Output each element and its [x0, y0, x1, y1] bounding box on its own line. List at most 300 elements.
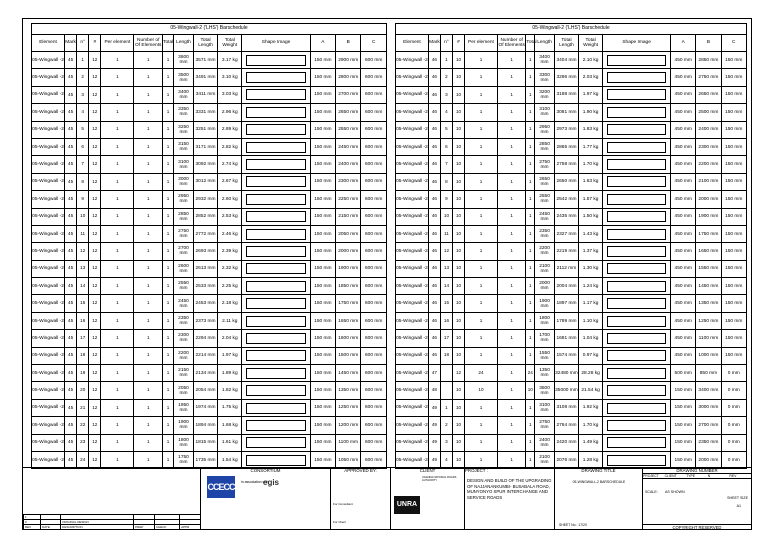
element-cell: 05-Wingwall -2	[396, 138, 429, 155]
total-weight-cell: 1.90 kg	[579, 104, 603, 121]
total-weight-cell: 2.04 kg	[218, 330, 242, 347]
total-length-cell: 2214 mm	[193, 347, 217, 364]
number-cell: 1	[440, 52, 452, 69]
per-element-cell: 1	[101, 208, 134, 225]
total-cell: 1	[163, 417, 174, 434]
total-length-cell: 2112 mm	[554, 260, 578, 277]
dia-cell: 12	[89, 52, 101, 69]
length-cell: 1900 mm	[174, 417, 194, 434]
shape-image-box	[246, 263, 305, 274]
number-cell: 3	[440, 434, 452, 451]
total-weight-cell: 2.32 kg	[218, 260, 242, 277]
of-elements-cell: 1	[134, 365, 163, 382]
dia-cell: 10	[452, 451, 464, 468]
length-cell: 2150 mm	[174, 365, 194, 382]
total-weight-cell: 1.97 kg	[218, 347, 242, 364]
element-cell: 05-Wingwall -2	[396, 173, 429, 190]
shape-cell	[242, 156, 310, 173]
number-cell: 23	[77, 434, 89, 451]
mark-cell: 45	[65, 243, 77, 260]
per-element-cell: 1	[465, 295, 498, 312]
number-cell: 3	[77, 86, 89, 103]
col-total-weight: Total Weight	[218, 35, 242, 52]
b-cell: 3400 mm	[696, 382, 721, 399]
drawing-number-label: DRAWING NUMBER	[643, 468, 751, 474]
shape-image-box	[246, 176, 305, 187]
mark-cell: 46	[428, 208, 440, 225]
table-row	[32, 260, 387, 277]
a-cell: 150 mm	[310, 417, 335, 434]
a-cell: 450 mm	[671, 312, 696, 329]
revision-block	[23, 468, 201, 530]
shape-cell	[603, 382, 671, 399]
shape-cell	[242, 243, 310, 260]
shape-cell	[603, 347, 671, 364]
total-weight-cell: 2.53 kg	[218, 208, 242, 225]
mark-cell: 49	[428, 434, 440, 451]
b-cell: 850 mm	[696, 365, 721, 382]
approved-consultant: For Consultant	[333, 502, 353, 506]
per-element-cell: 1	[101, 347, 134, 364]
total-cell: 1	[526, 260, 535, 277]
a-cell: 150 mm	[310, 121, 335, 138]
mark-cell: 45	[65, 278, 77, 295]
of-elements-cell: 1	[497, 52, 526, 69]
of-elements-cell: 1	[497, 156, 526, 173]
c-cell: 600 mm	[361, 382, 387, 399]
length-cell: 2200 mm	[174, 347, 194, 364]
a-cell: 150 mm	[671, 382, 696, 399]
number-cell: 16	[440, 312, 452, 329]
c-cell: 150 mm	[721, 138, 746, 155]
shape-cell	[242, 86, 310, 103]
total-cell: 1	[526, 347, 535, 364]
number-cell: 5	[77, 121, 89, 138]
dia-cell: 12	[89, 312, 101, 329]
c-cell: 600 mm	[361, 260, 387, 277]
element-cell: 05-Wingwall -2	[396, 382, 429, 399]
total-cell: 1	[526, 121, 535, 138]
mark-cell: 46	[428, 69, 440, 86]
shape-image-box	[607, 211, 666, 222]
b-cell: 2250 mm	[336, 191, 361, 208]
shape-image-box	[246, 298, 305, 309]
col-element: Element	[32, 35, 65, 52]
b-cell: 1900 mm	[696, 208, 721, 225]
length-cell: 1700 mm	[535, 330, 555, 347]
drawing-number-block	[643, 468, 751, 530]
element-cell: 05-Wingwall -2	[396, 260, 429, 277]
length-cell: 2350 mm	[174, 312, 194, 329]
number-cell: 6	[440, 138, 452, 155]
total-weight-cell: 2.39 kg	[218, 243, 242, 260]
length-cell: 3200 mm	[535, 86, 555, 103]
element-cell: 05-Wingwall -2	[32, 278, 65, 295]
length-cell: 2650 mm	[535, 173, 555, 190]
element-cell: 05-Wingwall -2	[396, 399, 429, 416]
per-element-cell: 1	[465, 451, 498, 468]
mark-cell: 49	[428, 451, 440, 468]
drawing-title: 05-WINGWALL-2 BARSCHEDULE	[572, 480, 626, 484]
per-element-cell: 1	[101, 121, 134, 138]
dia-cell: 10	[452, 104, 464, 121]
a-cell: 150 mm	[310, 365, 335, 382]
col-a: A	[671, 35, 696, 52]
shape-image-box	[607, 124, 666, 135]
length-cell: 2550 mm	[174, 278, 194, 295]
per-element-cell: 1	[101, 312, 134, 329]
element-cell: 05-Wingwall -2	[32, 434, 65, 451]
shape-cell	[242, 260, 310, 277]
a-cell: 450 mm	[671, 173, 696, 190]
col-hash: #	[452, 35, 464, 52]
number-cell: 12	[440, 243, 452, 260]
total-weight-cell: 1.54 kg	[218, 451, 242, 468]
total-weight-cell: 1.24 kg	[579, 278, 603, 295]
shape-cell	[242, 399, 310, 416]
shape-cell	[242, 69, 310, 86]
c-cell: 600 mm	[361, 295, 387, 312]
number-cell: 2	[440, 417, 452, 434]
b-cell: 2700 mm	[696, 417, 721, 434]
b-cell: 2300 mm	[336, 173, 361, 190]
of-elements-cell: 1	[134, 104, 163, 121]
total-cell: 1	[163, 382, 174, 399]
per-element-cell: 1	[465, 156, 498, 173]
a-cell: 500 mm	[671, 365, 696, 382]
c-cell: 600 mm	[361, 121, 387, 138]
total-length-cell: 1894 mm	[193, 417, 217, 434]
col-hash: #	[89, 35, 101, 52]
table-row	[32, 208, 387, 225]
shape-image-box	[246, 55, 305, 66]
total-length-cell: 3331 mm	[193, 104, 217, 121]
col-per-element: Per element	[101, 35, 134, 52]
b-cell: 2150 mm	[336, 208, 361, 225]
total-weight-cell: 1.75 kg	[218, 399, 242, 416]
total-cell: 1	[526, 312, 535, 329]
element-cell: 05-Wingwall -2	[396, 278, 429, 295]
shape-image-box	[246, 246, 305, 257]
c-cell: 600 mm	[361, 208, 387, 225]
title-block	[23, 467, 751, 530]
total-cell: 1	[163, 278, 174, 295]
total-length-cell: 2453 mm	[193, 295, 217, 312]
length-cell: 2750 mm	[174, 225, 194, 242]
total-length-cell: 2054 mm	[193, 382, 217, 399]
number-cell: 18	[77, 347, 89, 364]
of-elements-cell: 1	[134, 191, 163, 208]
mark-cell: 46	[428, 121, 440, 138]
per-element-cell: 1	[465, 121, 498, 138]
shape-cell	[603, 417, 671, 434]
length-cell: 3500 mm	[174, 69, 194, 86]
table-row	[32, 191, 387, 208]
dia-cell: 12	[89, 243, 101, 260]
association-text: in association with	[241, 480, 269, 484]
total-cell: 1	[163, 156, 174, 173]
shape-cell	[242, 173, 310, 190]
a-cell: 150 mm	[310, 278, 335, 295]
total-cell: 1	[163, 86, 174, 103]
dia-cell: 12	[89, 173, 101, 190]
per-element-cell: 1	[101, 330, 134, 347]
a-cell: 450 mm	[671, 295, 696, 312]
b-cell: 1100 mm	[696, 330, 721, 347]
b-cell: 1250 mm	[696, 312, 721, 329]
col-dia: n°	[440, 35, 452, 52]
b-cell: 1350 mm	[336, 382, 361, 399]
approved-client: For Client	[333, 520, 347, 524]
element-cell: 05-Wingwall -2	[396, 295, 429, 312]
mark-cell: 46	[428, 156, 440, 173]
shape-cell	[603, 191, 671, 208]
length-cell: 3000 mm	[174, 173, 194, 190]
c-cell: 600 mm	[361, 365, 387, 382]
table-row	[396, 278, 747, 295]
mark-cell: 45	[65, 191, 77, 208]
a-cell: 450 mm	[671, 191, 696, 208]
a-cell: 450 mm	[671, 69, 696, 86]
b-cell: 2850 mm	[696, 52, 721, 69]
of-elements-cell: 1	[497, 295, 526, 312]
a-cell: 450 mm	[671, 330, 696, 347]
of-elements-cell: 1	[134, 434, 163, 451]
total-length-cell: 1681 mm	[554, 330, 578, 347]
total-weight-cell: 1.83 kg	[579, 121, 603, 138]
c-cell: 150 mm	[721, 330, 746, 347]
shape-cell	[242, 312, 310, 329]
c-cell: 600 mm	[361, 347, 387, 364]
c-cell: 150 mm	[721, 278, 746, 295]
total-cell: 1	[163, 225, 174, 242]
total-weight-cell: 21.54 kg	[579, 382, 603, 399]
dia-cell: 12	[89, 138, 101, 155]
length-cell: 3350 mm	[174, 104, 194, 121]
col-of-elements: Number of Of Elements	[134, 35, 163, 52]
b-cell: 2100 mm	[696, 173, 721, 190]
shape-cell	[242, 434, 310, 451]
number-cell: 11	[440, 225, 452, 242]
total-weight-cell: 3.10 kg	[218, 69, 242, 86]
a-cell: 150 mm	[310, 156, 335, 173]
total-weight-cell: 3.03 kg	[218, 86, 242, 103]
mark-cell: 46	[428, 312, 440, 329]
a-cell: 450 mm	[671, 104, 696, 121]
length-cell: 1950 mm	[174, 399, 194, 416]
table-row	[32, 399, 387, 416]
number-cell: 6	[77, 138, 89, 155]
c-cell: 150 mm	[721, 225, 746, 242]
a-cell: 450 mm	[671, 260, 696, 277]
total-weight-cell: 1.61 kg	[218, 434, 242, 451]
b-cell: 1600 mm	[336, 330, 361, 347]
table-row	[396, 86, 747, 103]
table-row	[32, 104, 387, 121]
b-cell: 1200 mm	[336, 417, 361, 434]
element-cell: 05-Wingwall -2	[396, 330, 429, 347]
table-row	[32, 225, 387, 242]
per-element-cell: 1	[101, 365, 134, 382]
dia-cell: 12	[89, 278, 101, 295]
shape-image-box	[607, 107, 666, 118]
b-cell: 2450 mm	[336, 138, 361, 155]
number-cell: 1	[77, 52, 89, 69]
b-cell: 1100 mm	[336, 434, 361, 451]
col-total-length: Total Length	[193, 35, 217, 52]
shape-cell	[603, 69, 671, 86]
mark-cell: 45	[65, 295, 77, 312]
shape-image-box	[246, 142, 305, 153]
of-elements-cell: 1	[497, 417, 526, 434]
right-barschedule-table	[395, 23, 747, 469]
dia-cell: 12	[89, 451, 101, 468]
shape-image-box	[607, 316, 666, 327]
a-cell: 450 mm	[671, 225, 696, 242]
table-row	[32, 347, 387, 364]
shape-image-box	[607, 194, 666, 205]
a-cell: 150 mm	[310, 382, 335, 399]
of-elements-cell: 1	[497, 173, 526, 190]
of-elements-cell: 1	[497, 243, 526, 260]
shape-cell	[242, 104, 310, 121]
dia-cell: 10	[452, 225, 464, 242]
shape-image-box	[246, 403, 305, 414]
number-cell: 12	[77, 243, 89, 260]
shape-image-box	[607, 89, 666, 100]
client-label: CLIENT	[419, 468, 436, 473]
table-row	[32, 295, 387, 312]
element-cell: 05-Wingwall -2	[396, 243, 429, 260]
element-cell: 05-Wingwall -2	[32, 417, 65, 434]
col-shape-image: Shape Image	[242, 35, 310, 52]
element-cell: 05-Wingwall -2	[32, 330, 65, 347]
length-cell: 2450 mm	[535, 208, 555, 225]
col-c: C	[721, 35, 746, 52]
total-cell: 1	[163, 451, 174, 468]
table-row	[396, 191, 747, 208]
of-elements-cell: 1	[497, 260, 526, 277]
a-cell: 150 mm	[310, 69, 335, 86]
shape-cell	[242, 347, 310, 364]
shape-image-box	[246, 89, 305, 100]
table-row	[396, 138, 747, 155]
table-row	[396, 260, 747, 277]
shape-cell	[603, 121, 671, 138]
shape-image-box	[246, 455, 305, 466]
total-cell: 1	[163, 208, 174, 225]
number-cell: 15	[440, 295, 452, 312]
c-cell: 600 mm	[361, 434, 387, 451]
of-elements-cell: 1	[134, 417, 163, 434]
number-cell: 11	[77, 225, 89, 242]
total-length-cell: 2693 mm	[193, 243, 217, 260]
per-element-cell: 1	[465, 434, 498, 451]
total-length-cell: 3081 mm	[554, 104, 578, 121]
table-row	[32, 86, 387, 103]
shape-image-box	[246, 368, 305, 379]
dia-cell: 10	[452, 121, 464, 138]
dia-cell: 12	[89, 156, 101, 173]
a-cell: 150 mm	[310, 260, 335, 277]
shape-cell	[603, 208, 671, 225]
number-cell: 7	[77, 156, 89, 173]
total-cell: 1	[163, 330, 174, 347]
drawing-title-block	[555, 468, 643, 530]
shape-cell	[603, 52, 671, 69]
shape-image-box	[607, 437, 666, 448]
total-cell: 1	[526, 278, 535, 295]
total-cell: 1	[526, 243, 535, 260]
total-length-cell: 2219 mm	[554, 243, 578, 260]
of-elements-cell: 1	[134, 86, 163, 103]
per-element-cell: 1	[101, 434, 134, 451]
sheet-number: SHEET No.: 17/20	[559, 523, 587, 527]
table-row	[396, 69, 747, 86]
col-c: C	[361, 35, 387, 52]
table-row	[396, 104, 747, 121]
shape-image-box	[246, 194, 305, 205]
total-cell: 1	[163, 434, 174, 451]
per-element-cell: 1	[101, 243, 134, 260]
b-cell: 2750 mm	[696, 69, 721, 86]
total-cell: 10	[526, 382, 535, 399]
shape-cell	[603, 225, 671, 242]
dia-cell: 10	[452, 382, 464, 399]
total-cell: 1	[526, 399, 535, 416]
of-elements-cell: 1	[134, 347, 163, 364]
b-cell: 2300 mm	[696, 138, 721, 155]
element-cell: 05-Wingwall -2	[32, 347, 65, 364]
c-cell: 600 mm	[361, 138, 387, 155]
dia-cell: 12	[89, 121, 101, 138]
table-row	[396, 417, 747, 434]
number-cell: 24	[77, 451, 89, 468]
c-cell: 600 mm	[361, 451, 387, 468]
of-elements-cell: 1	[497, 69, 526, 86]
per-element-cell: 1	[465, 104, 498, 121]
table-row	[32, 312, 387, 329]
shape-image-box	[246, 72, 305, 83]
shape-cell	[242, 417, 310, 434]
total-cell: 1	[526, 330, 535, 347]
sheet-size-label: SHEET SIZE	[727, 496, 748, 500]
mark-cell: 45	[65, 365, 77, 382]
total-length-cell: 3296 mm	[554, 69, 578, 86]
client-block	[391, 468, 465, 530]
number-cell: 9	[440, 191, 452, 208]
a-cell: 150 mm	[310, 173, 335, 190]
total-length-cell: 2134 mm	[193, 365, 217, 382]
b-cell: 2650 mm	[696, 86, 721, 103]
b-cell: 2050 mm	[336, 225, 361, 242]
total-cell: 1	[526, 434, 535, 451]
shape-cell	[242, 382, 310, 399]
total-length-cell: 2420 mm	[554, 434, 578, 451]
per-element-cell: 1	[101, 138, 134, 155]
shape-image-box	[246, 229, 305, 240]
number-cell: 16	[77, 312, 89, 329]
shape-image-box	[246, 211, 305, 222]
c-cell: 600 mm	[361, 312, 387, 329]
dia-cell: 12	[89, 382, 101, 399]
dia-cell: 12	[89, 365, 101, 382]
total-length-cell: 3571 mm	[193, 52, 217, 69]
consortium-block	[201, 468, 331, 530]
dia-cell: 12	[89, 330, 101, 347]
number-cell: 4	[77, 104, 89, 121]
length-cell: 1550 mm	[535, 347, 555, 364]
